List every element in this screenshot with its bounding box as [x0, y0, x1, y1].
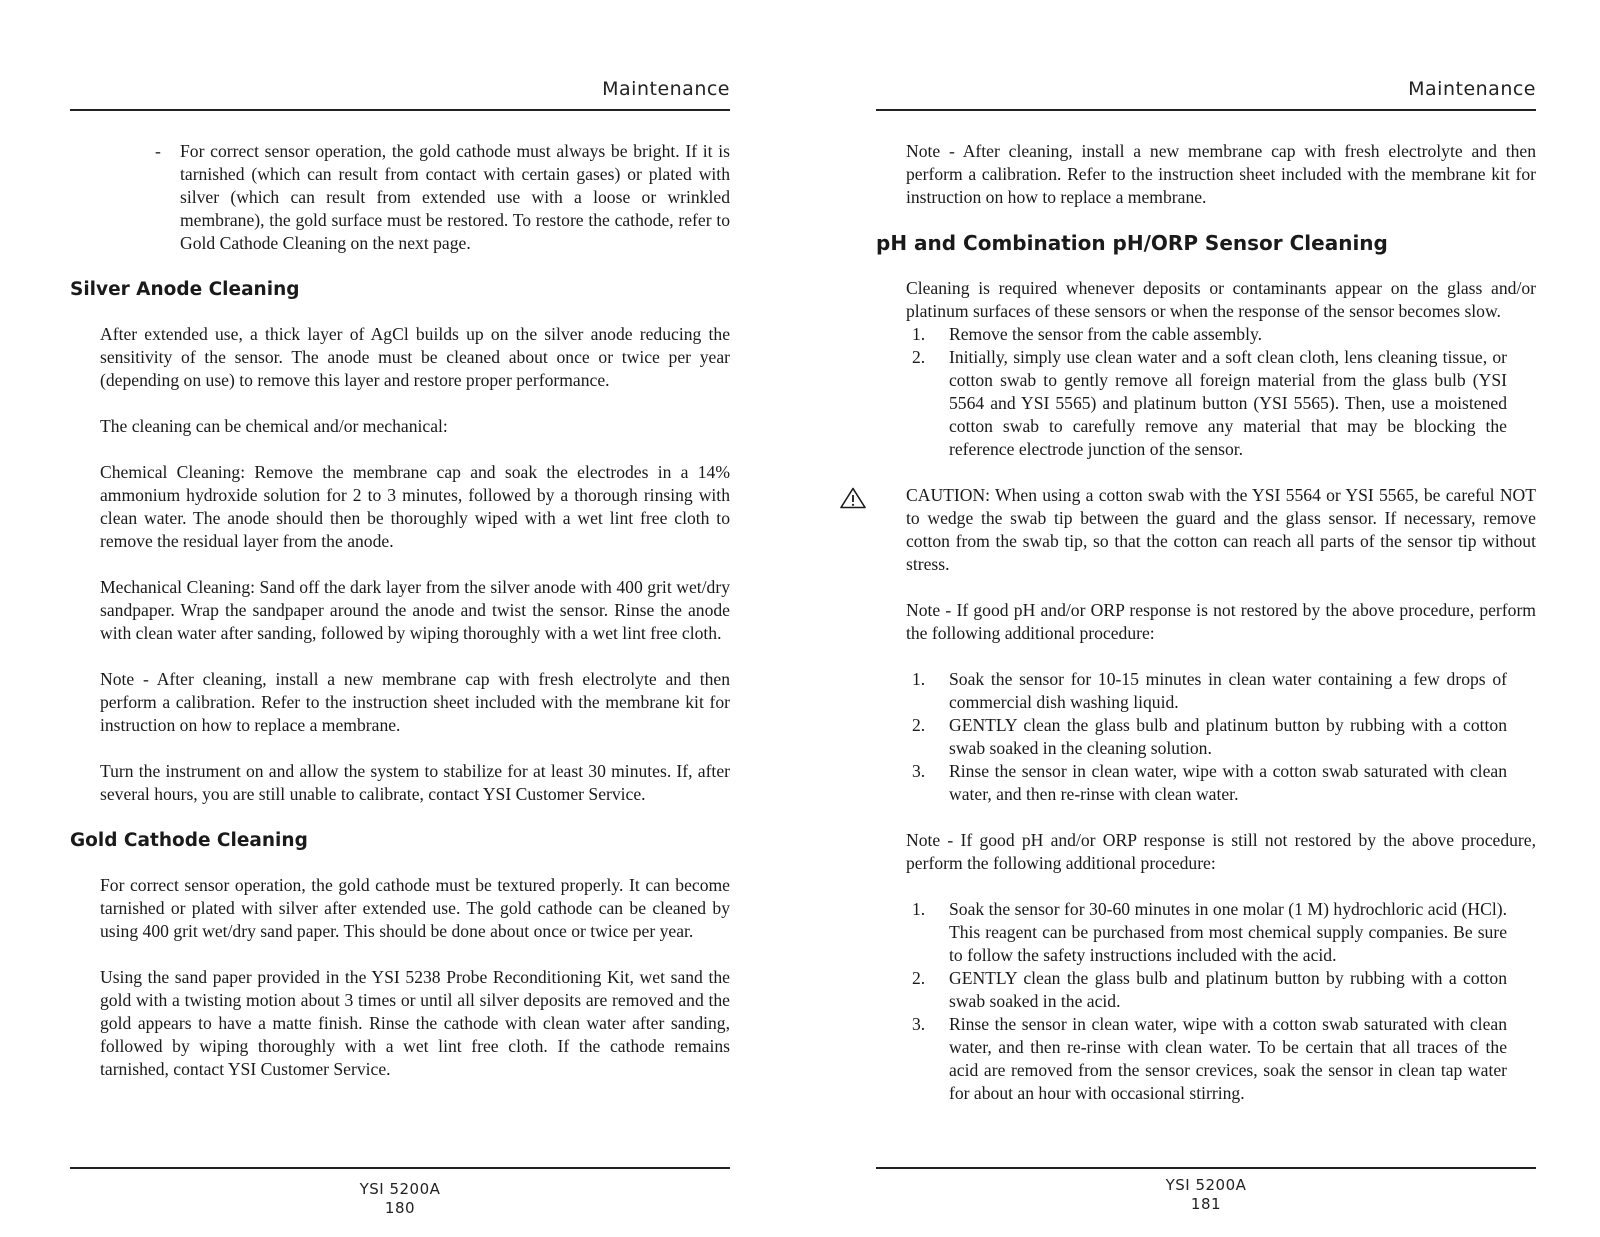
left-page	[70, 0, 730, 1237]
footer-model: YSI 5200A	[359, 1180, 441, 1198]
list-item: 1. Soak the sensor for 10-15 minutes in clean water containing a few drops of commercial dish washing liquid.	[912, 669, 1507, 712]
footer-rule	[70, 1167, 730, 1169]
paragraph: For correct sensor operation, the gold cathode must be textured properly. It can become tarnished or plated with silver after extended use. The gold cathode can be cleaned by using 400 grit wet/dry sand paper. This should be done about once or twice per year.	[100, 875, 730, 941]
dash-mark: -	[155, 141, 161, 161]
list-item: 2. GENTLY clean the glass bulb and platinum button by rubbing with a cotton swab soaked in the acid.	[912, 968, 1507, 1011]
steps-list	[906, 898, 1536, 1105]
footer-model: YSI 5200A	[1165, 1176, 1247, 1194]
caution-text: CAUTION: When using a cotton swab with the YSI 5564 or YSI 5565, be careful NOT to wedge the swab tip between the guard and the glass sensor. If necessary, remove cotton from the swab tip, so that the cotton can reach all parts of the sensor tip without stress.	[906, 485, 1536, 574]
paragraph: Chemical Cleaning: Remove the membrane cap and soak the electrodes in a 14% ammonium hydroxide solution for 2 to 3 minutes, followed by a thorough rinsing with clean water. The anode should then be thoroughly wiped with a wet lint free cloth to remove the residual layer from the anode.	[100, 462, 730, 551]
steps-list	[906, 668, 1536, 806]
list-item: 3. Rinse the sensor in clean water, wipe with a cotton swab saturated with clean water, and then re-rinse with clean water. To be certain that all traces of the acid are removed from the sensor crevices, soak the sensor in clean tap water for about an hour with occasional stirring.	[912, 1014, 1507, 1103]
paragraph: Mechanical Cleaning: Sand off the dark layer from the silver anode with 400 grit wet/dry sandpaper. Wrap the sandpaper around the anode and twist the sensor. Rinse the anode with clean water after sanding, followed by wiping thoroughly with a wet lint free cloth.	[100, 577, 730, 643]
caution-block	[876, 484, 1536, 576]
section-heading-gold-cathode: Gold Cathode Cleaning	[70, 830, 308, 851]
list-item: 3. Rinse the sensor in clean water, wipe with a cotton swab saturated with clean water, and then re-rinse with clean water.	[912, 761, 1507, 804]
paragraph: Turn the instrument on and allow the system to stabilize for at least 30 minutes. If, after several hours, you are still unable to calibrate, contact YSI Customer Service.	[100, 761, 730, 804]
right-page	[876, 0, 1536, 1237]
list-item: 1. Remove the sensor from the cable assembly.	[912, 324, 1263, 344]
page-number: 181	[1190, 1195, 1222, 1213]
header-rule	[70, 109, 730, 111]
header-rule	[876, 109, 1536, 111]
warning-icon	[840, 487, 866, 509]
page-footer	[876, 1176, 1536, 1214]
paragraph: The cleaning can be chemical and/or mechanical:	[100, 416, 448, 436]
steps-list	[906, 323, 1536, 461]
paragraph: Note - After cleaning, install a new membrane cap with fresh electrolyte and then perform a calibration. Refer to the instruction sheet included with the membrane kit for instruction on how to replace a membrane.	[906, 141, 1536, 207]
section-heading-silver-anode: Silver Anode Cleaning	[70, 279, 300, 300]
paragraph: Note - If good pH and/or ORP response is not restored by the above procedure, perform the following additional procedure:	[906, 600, 1536, 643]
section-heading-ph-cleaning: pH and Combination pH/ORP Sensor Cleaning	[876, 231, 1388, 255]
bullet-item	[155, 140, 730, 255]
footer-rule	[876, 1167, 1536, 1169]
list-item: 2. GENTLY clean the glass bulb and platinum button by rubbing with a cotton swab soaked in the cleaning solution.	[912, 715, 1507, 758]
bullet-text: For correct sensor operation, the gold cathode must always be bright. If it is tarnished (which can result from contact with certain gases) or plated with silver (which can result from extended use with a loose or wrinkled membrane), the gold surface must be restored. To restore the cathode, refer to Gold Cathode Cleaning on the next page.	[180, 141, 730, 253]
running-header: Maintenance	[602, 78, 730, 100]
page-body	[876, 140, 1536, 1105]
list-item: 1. Soak the sensor for 30-60 minutes in one molar (1 M) hydrochloric acid (HCl). This reagent can be purchased from most chemical supply companies. Be sure to follow the safety instructions included with the acid.	[912, 899, 1507, 965]
paragraph: After extended use, a thick layer of AgCl builds up on the silver anode reducing the sensitivity of the sensor. The anode must be cleaned about once or twice per year (depending on use) to remove this layer and restore proper performance.	[100, 324, 730, 390]
page-footer	[70, 1180, 730, 1218]
paragraph: Using the sand paper provided in the YSI 5238 Probe Reconditioning Kit, wet sand the gold with a twisting motion about 3 times or until all silver deposits are removed and the gold appears to have a matte finish. Rinse the cathode with clean water after sanding, followed by wiping thoroughly with a wet lint free cloth. If the cathode remains tarnished, contact YSI Customer Service.	[100, 967, 730, 1079]
paragraph: Note - If good pH and/or ORP response is still not restored by the above procedure, perform the following additional procedure:	[906, 830, 1536, 873]
page-number: 180	[384, 1199, 416, 1217]
page-body	[70, 140, 730, 1081]
paragraph: Cleaning is required whenever deposits or contaminants appear on the glass and/or platinum surfaces of these sensors or when the response of the sensor becomes slow.	[906, 278, 1536, 321]
running-header: Maintenance	[1408, 78, 1536, 100]
list-item: 2. Initially, simply use clean water and a soft clean cloth, lens cleaning tissue, or cotton swab to gently remove all foreign material from the glass bulb (YSI 5564 and YSI 5565) and platinum button (YSI 5565). Then, use a moistened cotton swab to carefully remove any material that may be blocking the reference electrode junction of the sensor.	[912, 347, 1507, 459]
paragraph: Note - After cleaning, install a new membrane cap with fresh electrolyte and then perform a calibration. Refer to the instruction sheet included with the membrane kit for instruction on how to replace a membrane.	[100, 669, 730, 735]
